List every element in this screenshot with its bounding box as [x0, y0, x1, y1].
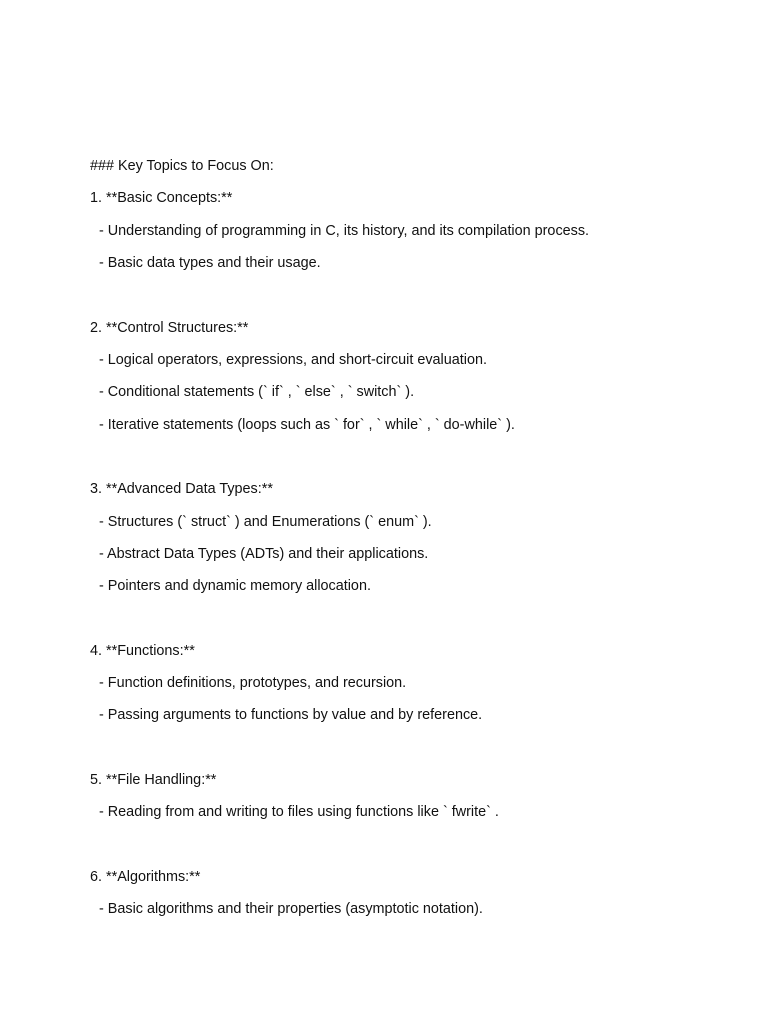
blank-line — [90, 835, 730, 867]
section-advanced-data-types — [90, 479, 730, 596]
section-title: 6. **Algorithms:** — [90, 868, 201, 885]
section-functions — [90, 641, 730, 726]
section-control-structures — [90, 318, 730, 435]
section-file-handling — [90, 770, 730, 822]
blank-line — [90, 609, 730, 641]
list-item: - Iterative statements (loops such as ` for` , ` while` , ` do-while` ). — [99, 416, 515, 433]
document-body — [90, 156, 730, 931]
section-algorithms — [90, 867, 730, 919]
list-item: - Pointers and dynamic memory allocation. — [99, 578, 371, 595]
document-heading: ### Key Topics to Focus On: — [90, 158, 274, 174]
list-item: - Reading from and writing to files using functions like ` fwrite` . — [99, 804, 499, 821]
list-item: - Function definitions, prototypes, and recursion. — [99, 675, 407, 692]
section-basic-concepts — [90, 188, 730, 273]
list-item: - Abstract Data Types (ADTs) and their applications. — [99, 545, 429, 562]
list-item: - Basic algorithms and their properties (asymptotic notation). — [99, 901, 483, 918]
list-item: - Conditional statements (` if` , ` else` , ` switch` ). — [99, 384, 415, 401]
section-title: 5. **File Handling:** — [90, 771, 217, 788]
section-title: 2. **Control Structures:** — [90, 319, 249, 336]
blank-line — [90, 447, 730, 479]
list-item: - Passing arguments to functions by value and by reference. — [99, 707, 483, 724]
blank-line — [90, 286, 730, 318]
list-item: - Logical operators, expressions, and short-circuit evaluation. — [99, 351, 487, 368]
list-item: - Basic data types and their usage. — [99, 255, 321, 272]
blank-line — [90, 738, 730, 770]
list-item: - Understanding of programming in C, its history, and its compilation process. — [99, 222, 590, 239]
section-title: 4. **Functions:** — [90, 642, 195, 659]
section-title: 3. **Advanced Data Types:** — [90, 481, 273, 498]
section-title: 1. **Basic Concepts:** — [90, 190, 233, 207]
list-item: - Structures (` struct` ) and Enumerations (` enum` ). — [99, 513, 432, 530]
